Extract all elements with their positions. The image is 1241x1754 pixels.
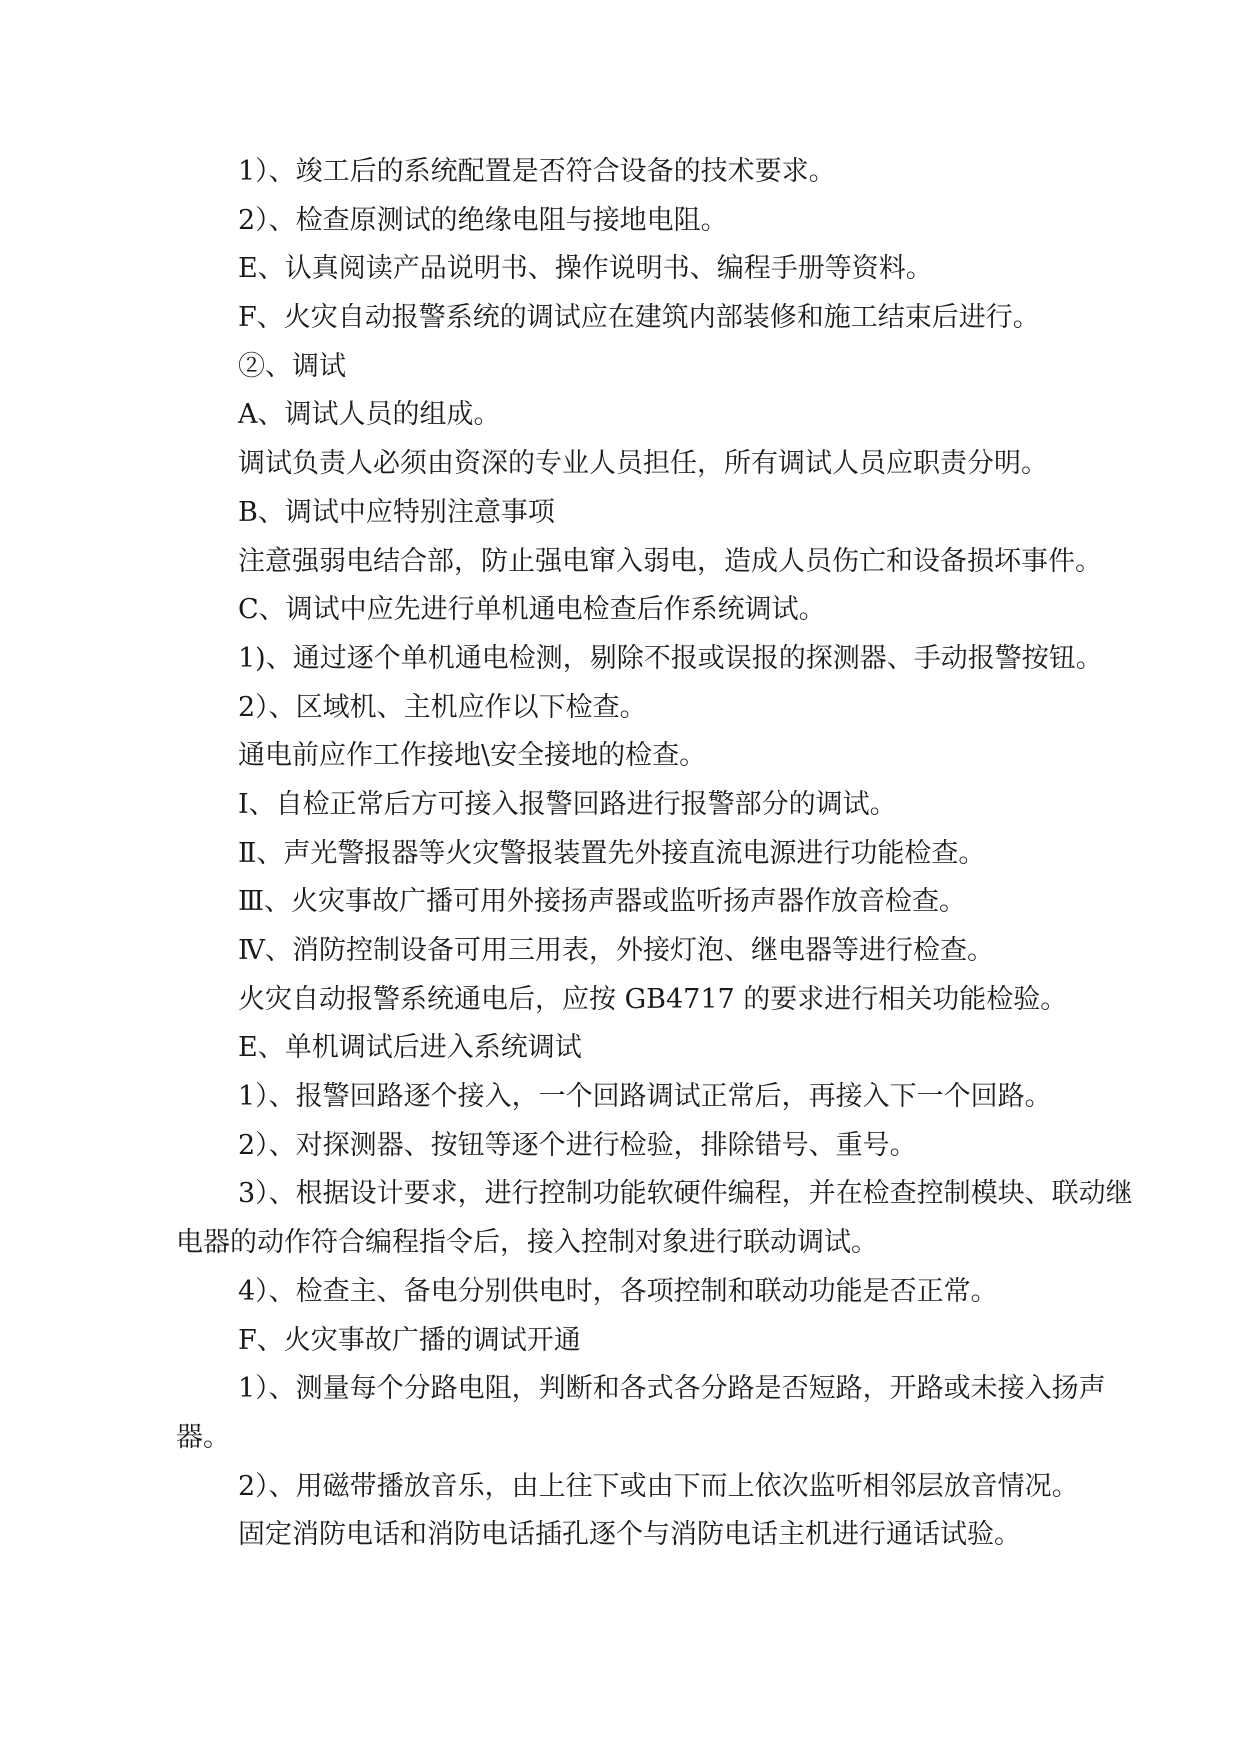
paragraph-line: Ⅳ、消防控制设备可用三用表，外接灯泡、继电器等进行检查。 <box>238 935 994 966</box>
paragraph-line: E、单机调试后进入系统调试 <box>238 1032 582 1064</box>
section-heading: ②、调试 <box>238 350 346 382</box>
paragraph-wrapped: 1）、测量每个分路电阻，判断和各式各分路是否短路，开路或未接入扬声器。 <box>176 1373 1106 1453</box>
paragraph-line: B、调试中应特别注意事项 <box>238 496 555 528</box>
paragraph-line: E、认真阅读产品说明书、操作说明书、编程手册等资料。 <box>238 253 933 285</box>
paragraph-line: Ⅲ、火灾事故广播可用外接扬声器或监听扬声器作放音检查。 <box>238 886 967 918</box>
paragraph-line: Ⅰ、自检正常后方可接入报警回路进行报警部分的调试。 <box>238 788 897 820</box>
paragraph-line: 固定消防电话和消防电话插孔逐个与消防电话主机进行通话试验。 <box>238 1519 1021 1551</box>
paragraph-line: 2）、检查原测试的绝缘电阻与接地电阻。 <box>238 204 728 236</box>
paragraph-wrapped: 3）、根据设计要求，进行控制功能软硬件编程，并在检查控制模块、联动继电器的动作符合编程指令后，接入控制对象进行联动调试。 <box>176 1178 1133 1259</box>
paragraph-line: 2）、区域机、主机应作以下检查。 <box>238 691 647 723</box>
paragraph-line: 2）、用磁带播放音乐，由上往下或由下而上依次监听相邻层放音情况。 <box>238 1470 1079 1502</box>
paragraph-line: 1）、竣工后的系统配置是否符合设备的技术要求。 <box>238 156 836 187</box>
paragraph-line: 注意强弱电结合部，防止强电窜入弱电，造成人员伤亡和设备损坏事件。 <box>238 545 1102 577</box>
paragraph-line: 1）、报警回路逐个接入，一个回路调试正常后，再接入下一个回路。 <box>238 1081 1052 1113</box>
document-body <box>176 148 1156 1560</box>
paragraph-line: 通电前应作工作接地\安全接地的检查。 <box>238 740 707 772</box>
paragraph-line: Ⅱ、声光警报器等火灾警报装置先外接直流电源进行功能检查。 <box>238 837 986 869</box>
paragraph-line: F、火灾事故广播的调试开通 <box>238 1324 581 1356</box>
paragraph-line: 火灾自动报警系统通电后，应按 GB4717 的要求进行相关功能检验。 <box>238 983 1068 1015</box>
paragraph-line: 4）、检查主、备电分别供电时，各项控制和联动功能是否正常。 <box>238 1275 998 1307</box>
paragraph-line: 调试负责人必须由资深的专业人员担任，所有调试人员应职责分明。 <box>238 448 1048 480</box>
paragraph-line: F、火灾自动报警系统的调试应在建筑内部装修和施工结束后进行。 <box>238 302 1040 334</box>
paragraph-line: 2）、对探测器、按钮等逐个进行检验，排除错号、重号。 <box>238 1129 917 1161</box>
paragraph-line: C、调试中应先进行单机通电检查后作系统调试。 <box>238 594 826 626</box>
paragraph-line: 1)、通过逐个单机通电检测，剔除不报或误报的探测器、手动报警按钮。 <box>238 642 1103 674</box>
paragraph-line: A、调试人员的组成。 <box>238 399 501 431</box>
